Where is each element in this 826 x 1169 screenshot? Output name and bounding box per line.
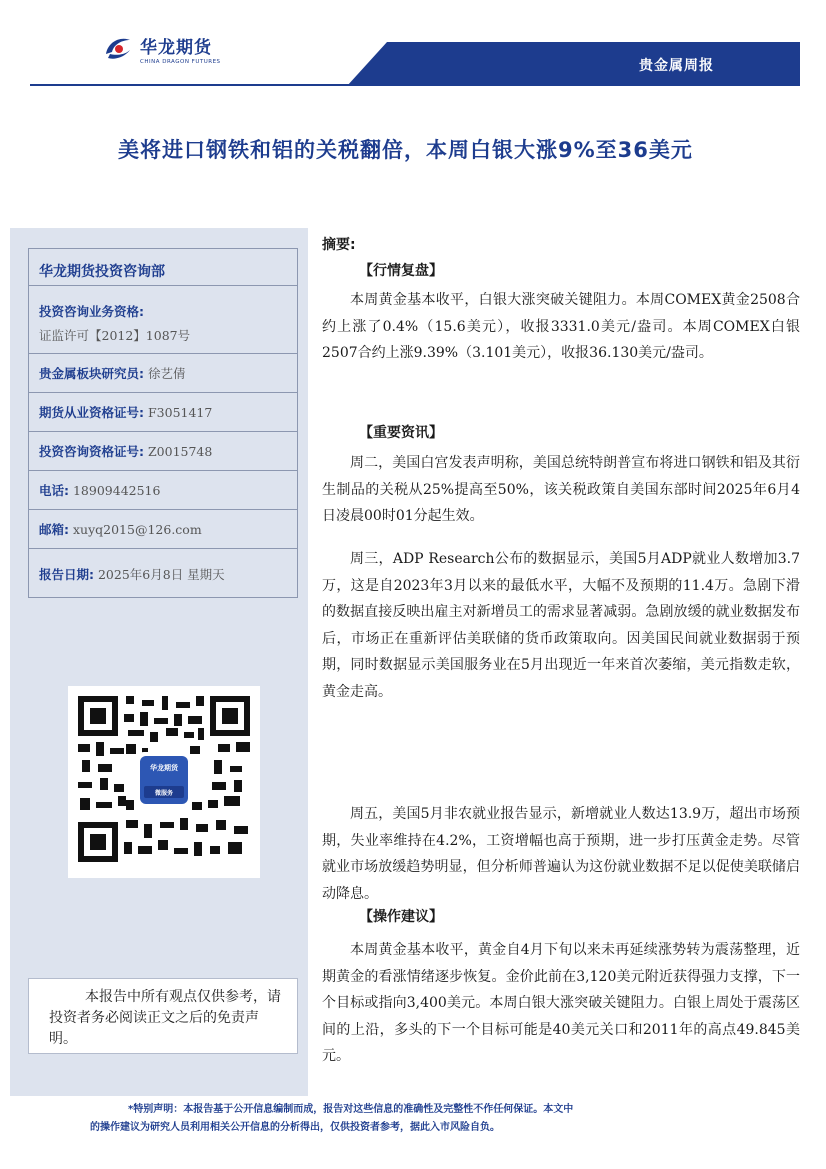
qualification-value: 证监许可【2012】1087号 (39, 328, 191, 343)
section-market-review: 【行情复盘】 (359, 263, 443, 279)
consult-cert-key: 投资咨询资格证号: (39, 444, 144, 459)
email-row (29, 510, 297, 549)
futures-cert-value: F3051417 (147, 405, 213, 420)
paragraph-news-wednesday: 周三，ADP Research公布的数据显示，美国5月ADP就业人数增加3.7万，这是自2023年3月以来的最低水平，大幅不及预期的11.4万。急剧下滑的数据直接反映出雇主对新增员工的需求显著减弱。急剧放缓的就业数据发布后，市场正在重新评估美联储的货币政策取向。因美国民间就业数据弱于预期，同时数据显示美国服务业在5月出现近一年来首次萎缩，美元指数走软，黄金走高。 (322, 551, 800, 700)
phone-value: 18909442516 (72, 483, 161, 498)
abstract-label: 摘要: (322, 237, 356, 253)
footer-disclaimer (90, 1101, 750, 1137)
analyst-info-box (28, 248, 298, 598)
report-type-banner (347, 42, 800, 86)
footer-line-1: *特别声明：本报告基于公开信息编制而成，报告对这些信息的准确性及完整性不作任何保证。本文中 (128, 1104, 574, 1115)
page-header (0, 0, 826, 100)
email-key: 邮箱: (39, 522, 69, 537)
page-title: 美将进口钢铁和铝的关税翻倍，本周白银大涨9%至36美元 (118, 138, 693, 162)
qr-code-icon (78, 696, 250, 862)
section-key-news: 【重要资讯】 (359, 425, 443, 441)
dept-heading: 华龙期货投资咨询部 (29, 249, 297, 286)
qr-badge-label: 华龙期货 (150, 764, 178, 772)
dragon-logo-icon (100, 32, 134, 66)
section-trade-advice: 【操作建议】 (359, 909, 443, 925)
futures-cert-key: 期货从业资格证号: (39, 405, 144, 420)
qualification-row (29, 286, 297, 354)
footer-line-2: 的操作建议为研究人员利用相关公开信息的分析得出，仅供投资者参考，据此入市风险自负。 (90, 1122, 500, 1133)
logo-cn-text: 华龙期货 (140, 38, 212, 58)
qr-badge-sublabel: 微服务 (154, 790, 173, 797)
date-key: 报告日期: (39, 567, 94, 582)
researcher-row (29, 354, 297, 393)
paragraph-trade-advice: 本周黄金基本收平，黄金自4月下旬以来未再延续涨势转为震荡整理，近期黄金的看涨情绪逐步恢复。金价此前在3,120美元附近获得强力支撑，下一个目标或指向3,400美元。本周白银大涨突破关键阻力。白银上周处于震荡区间的上沿，多头的下一个目标可能是40美元关口和2011年的高点49.845美元。 (322, 942, 800, 1064)
report-date-row (29, 549, 297, 601)
date-value: 2025年6月8日 星期天 (97, 567, 225, 582)
report-type-label: 贵金属周报 (639, 58, 714, 74)
paragraph-news-friday: 周五，美国5月非农就业报告显示，新增就业人数达13.9万，超出市场预期，失业率维持在4.2%，工资增幅也高于预期，进一步打压黄金走势。尽管就业市场放缓趋势明显，但分析师普遍认为这份就业数据不足以促使美联储启动降息。 (322, 806, 800, 902)
header-divider (30, 84, 800, 86)
paragraph-market-review: 本周黄金基本收平，白银大涨突破关键阻力。本周COMEX黄金2508合约上涨了0.4%（15.6美元），收报3331.0美元/盎司。本周COMEX白银2507合约上涨9.39%（3.101美元），收报36.130美元/盎司。 (322, 292, 800, 361)
email-value: xuyq2015@126.com (72, 522, 202, 537)
consult-cert-value: Z0015748 (147, 444, 213, 459)
paragraph-news-tuesday: 周二，美国白宫发表声明称，美国总统特朗普宣布将进口钢铁和铝及其衍生制品的关税从25%提高至50%，该关税政策自美国东部时间2025年6月4日凌晨00时01分起生效。 (322, 455, 800, 524)
qualification-key: 投资咨询业务资格: (39, 304, 144, 319)
consult-cert-row (29, 432, 297, 471)
phone-row (29, 471, 297, 510)
researcher-value: 徐艺倩 (147, 366, 186, 381)
futures-cert-row (29, 393, 297, 432)
researcher-key: 贵金属板块研究员: (39, 366, 144, 381)
sidebar-disclaimer: 本报告中所有观点仅供参考，请投资者务必阅读正文之后的免责声明。 (28, 978, 298, 1054)
main-content (322, 228, 800, 1078)
company-logo (100, 32, 221, 66)
logo-en-text: CHINA DRAGON FUTURES (140, 59, 221, 65)
qr-code[interactable] (68, 686, 260, 878)
phone-key: 电话: (39, 483, 69, 498)
